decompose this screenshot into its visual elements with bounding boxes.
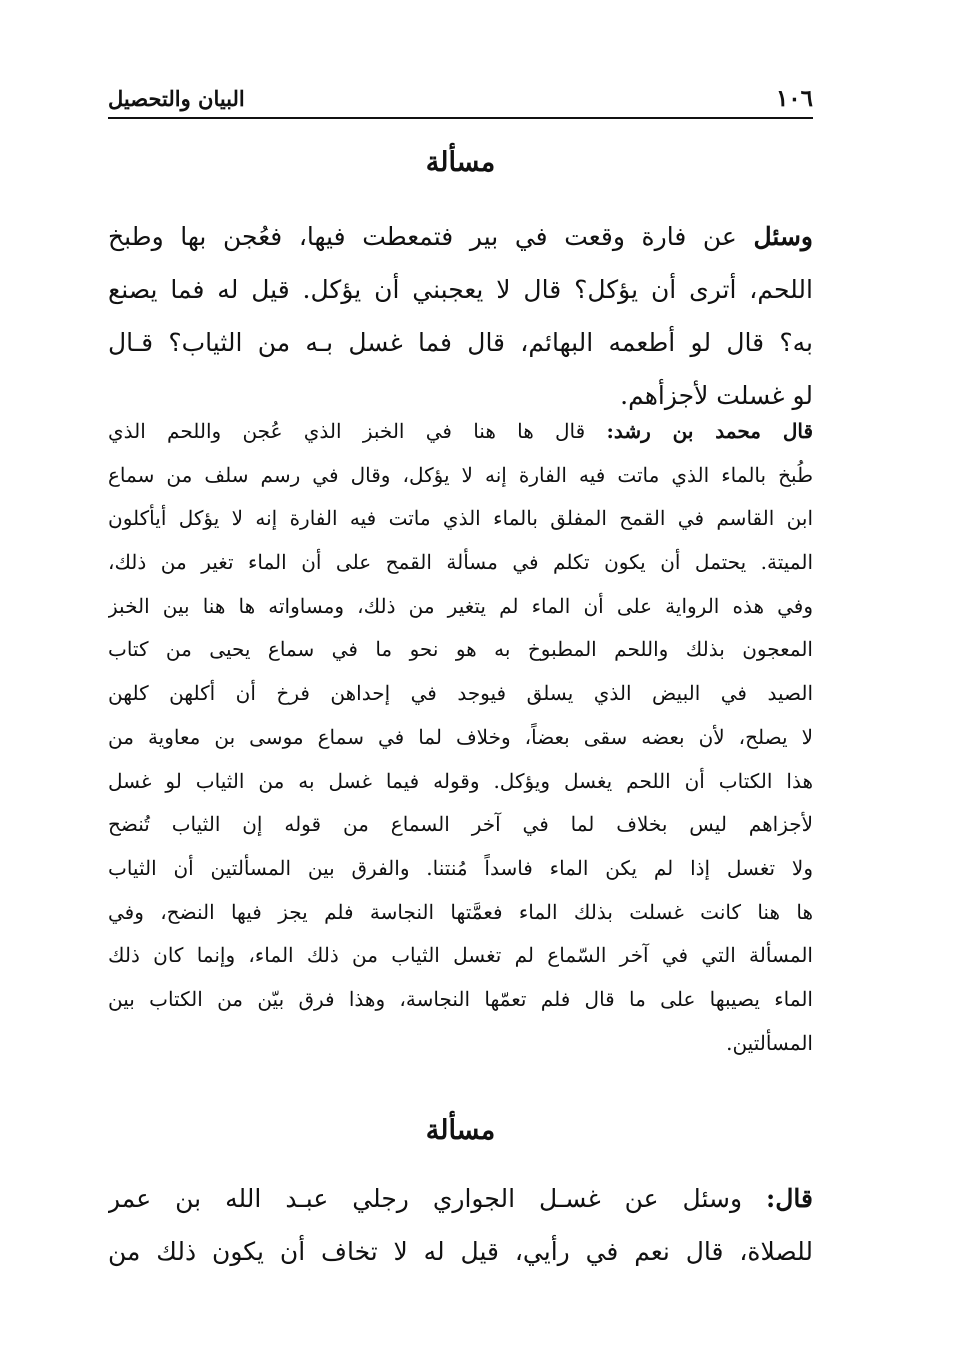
text-line: الصيد في البيض الذي يسلق فيوجد في إحداهن فرخ أن أكلهن كلهن (108, 681, 813, 706)
text-line: الماء يصيبها على ما قال فلم تعمّها النجاسة، وهذا فرق بيّن من الكتاب بين (108, 986, 813, 1011)
text-line: لأجزاهم ليس بخلاف لما في آخر السماع من قوله إن الثياب تُنضح (108, 812, 813, 837)
text-line (108, 210, 813, 263)
text-line: الميتة. يحتمل أن يكون تكلم في مسألة القمح على أن الماء تغير من ذلك، (108, 550, 813, 575)
text-line: ولا تغسل إذا لم يكن الماء فاسداً مُنتنا. والفرق بين المسألتين أن الثياب (108, 855, 813, 880)
text-line: طُبخ بالماء الذي ماتت فيه الفارة إنه لا يؤكل، وقال في رسم سلف من سماع (108, 462, 813, 487)
running-header (108, 84, 813, 118)
text-line: ابن القاسم في القمح المفلق بالماء الذي ماتت فيه الفارة إنه لا يؤكل أيأكلون (108, 506, 813, 531)
paragraph-lead: وسئل (753, 222, 813, 251)
paragraph-question-2 (108, 1172, 813, 1278)
paragraph-commentary (108, 410, 813, 1065)
text-segment: قال ها هنا في الخبز الذي عُجن واللحم الذي (108, 419, 607, 443)
text-line (108, 410, 813, 454)
book-title: البيان والتحصيل (108, 86, 245, 111)
text-line: المسألتين. (726, 1030, 813, 1055)
text-line: ها هنا كانت غسلت بذلك الماء فعمَّتها النجاسة فلم يجز فيها النضح، وفي (108, 899, 813, 924)
text-line: هذا الكتاب أن اللحم يغسل ويؤكل. وقوله فيما غسل به من الثياب لو غسل (108, 768, 813, 793)
text-line: للصلاة، قال نعم في رأيي، قيل له لا تخاف أن يكون ذلك من (108, 1237, 813, 1266)
header-rule (108, 117, 813, 119)
section-heading: مسألة (425, 147, 496, 178)
text-line (108, 1172, 813, 1225)
paragraph-question-1 (108, 210, 813, 422)
text-segment: وسئل عن غسـل الجواري رجلي عبـد الله بن عمر (108, 1184, 767, 1213)
text-segment: عن فارة وقعت في بير فتمعطت فيها، فعُجن بها وطبخ (108, 222, 754, 251)
text-line: المعجون بذلك واللحم المطبوخ به هو نحو ما في سماع يحيى من كتاب (108, 637, 813, 662)
text-line: لا يصلح، لأن بعضه سقى بعضاً، وخلاف لما في سماع موسى بن معاوية من (108, 724, 813, 749)
text-line: اللحم، أترى أن يؤكل؟ قال لا يعجبني أن يؤكل. قيل له فما يصنع (108, 275, 813, 304)
text-line: لو غسلت لأجزأهم. (620, 381, 813, 410)
paragraph-lead: قال محمد بن رشد: (606, 419, 813, 443)
text-line: المسألة التي في آخر السّماع لم تغسل الثياب من ذلك الماء، وإنما كان ذلك (108, 943, 813, 968)
paragraph-lead: قال: (766, 1184, 813, 1213)
text-line: به؟ قال لو أطعمه البهائم، قال فما غسل بـه من الثياب؟ قـال (108, 328, 813, 357)
page-number: ١٠٦ (775, 85, 813, 112)
section-heading: مسألة (425, 1115, 496, 1146)
text-line: وفي هذه الرواية على أن الماء لم يتغير من ذلك، ومساواته ها هنا بين الخبز (108, 593, 813, 618)
